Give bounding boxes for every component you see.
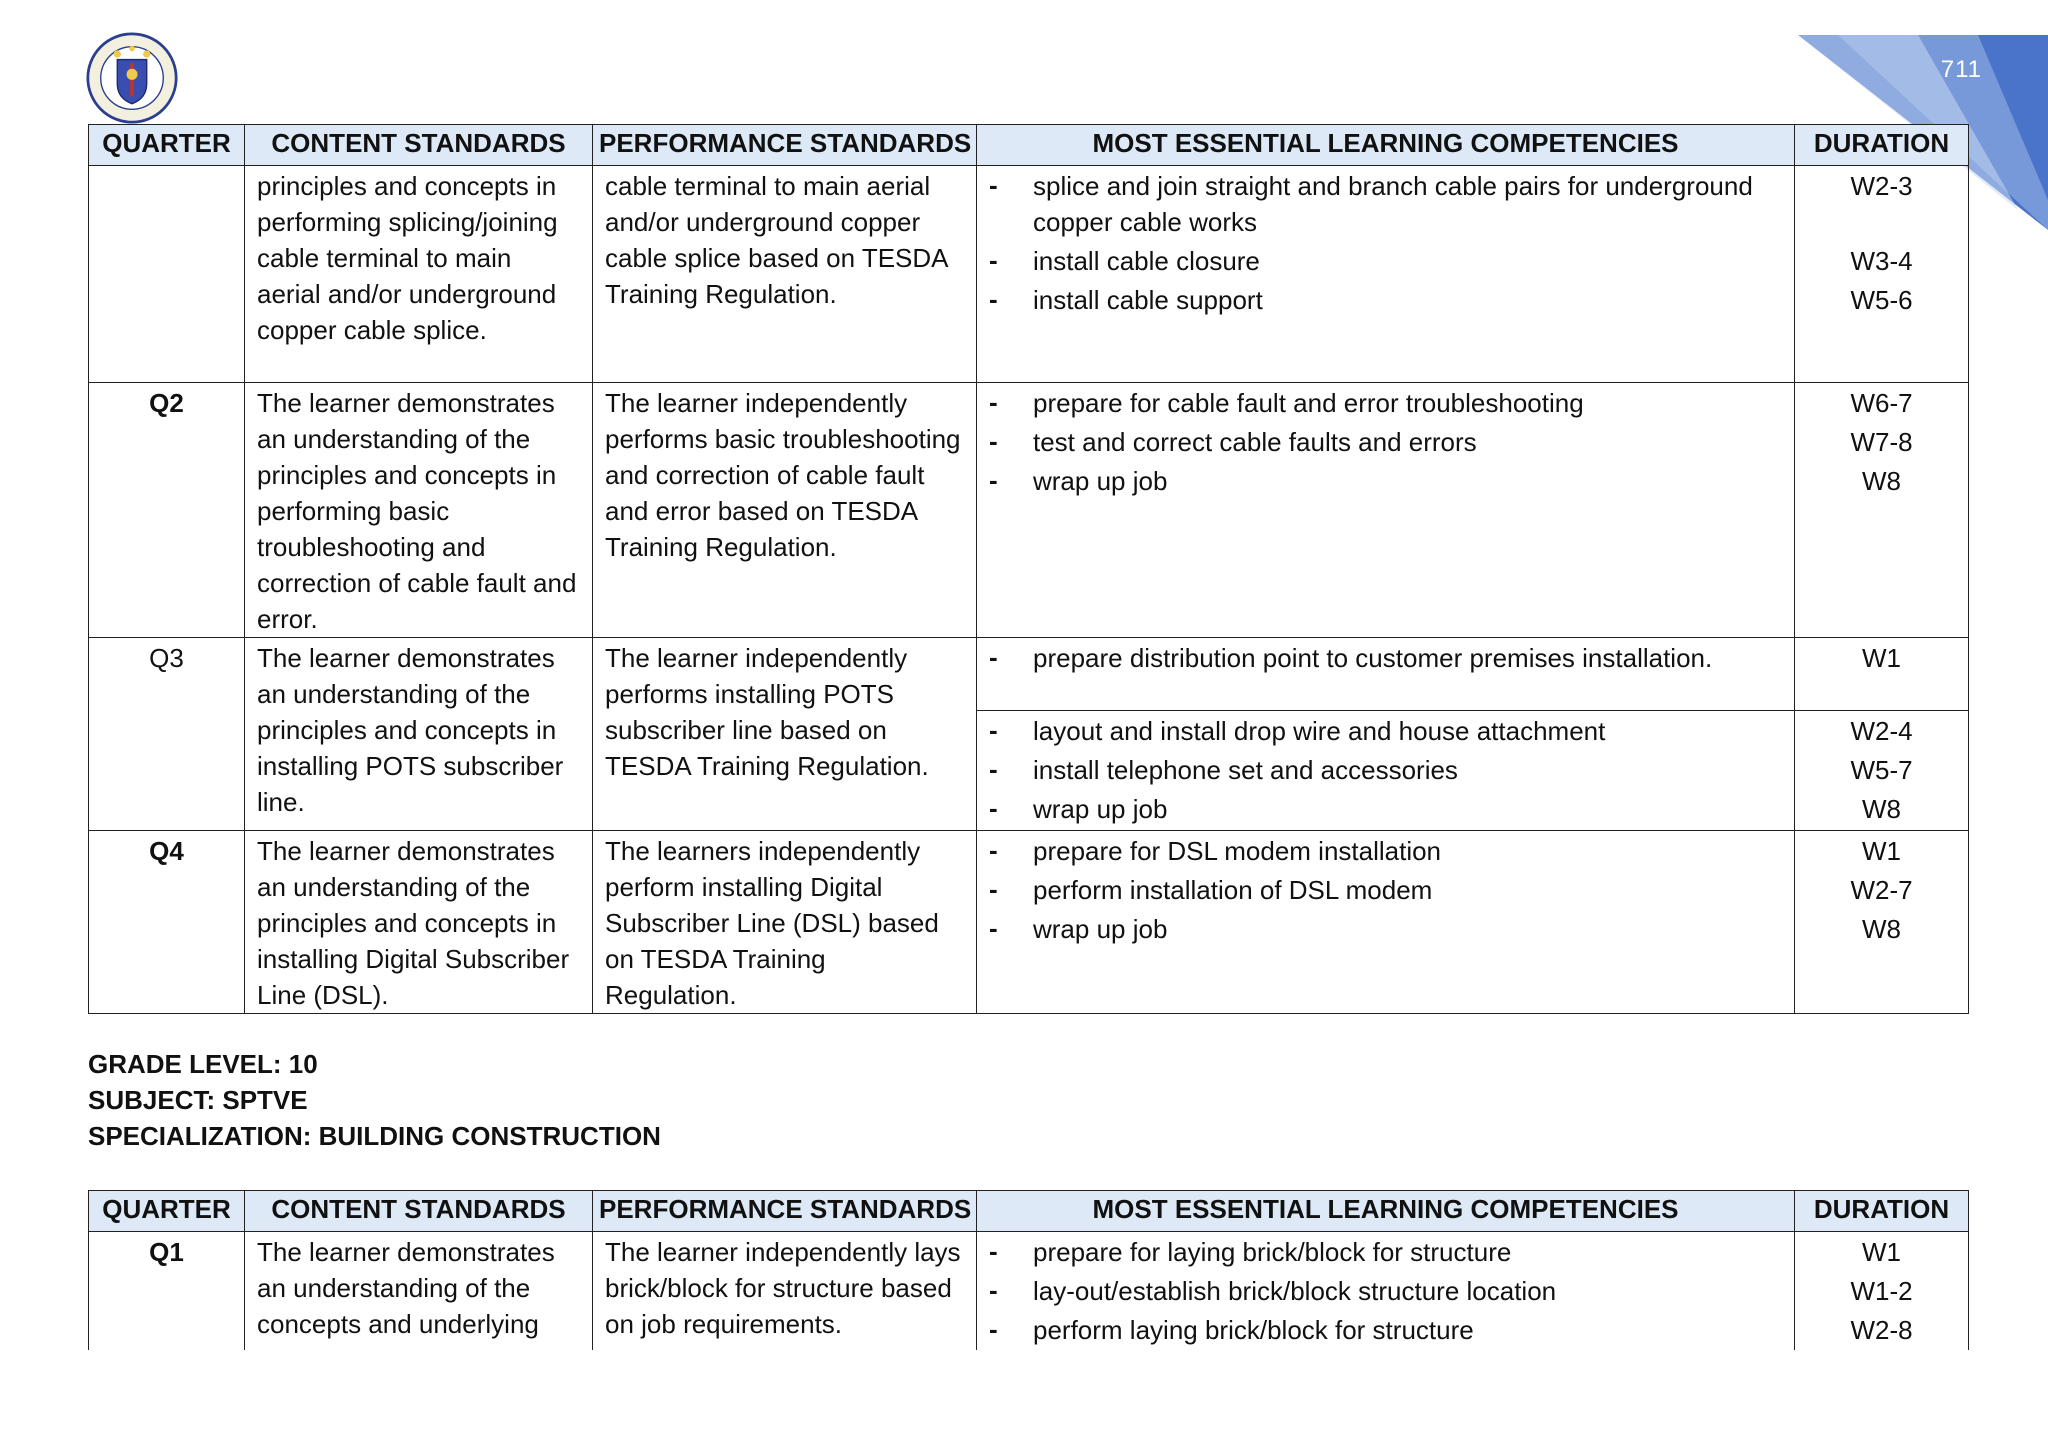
header-quarter: QUARTER [89,1191,245,1232]
duration-value: W7-8 [1850,427,1913,457]
header-content-standards: CONTENT STANDARDS [245,1191,593,1232]
table-header-row [89,125,1969,166]
competency-list-cell [977,166,1795,383]
page-bottom-margin [0,1350,2048,1448]
content-standard: The learner demonstrates an understanding of the principles and concepts in performing basic troubleshooting and correction of cable fault and error. [245,383,593,638]
duration-value: W3-4 [1850,246,1913,276]
header-quarter: QUARTER [89,125,245,166]
competency-item: - prepare distribution point to customer premises installation. [989,640,1782,676]
duration-value: W8 [1862,914,1901,944]
table-row [89,383,1969,638]
competency-item: - wrap up job [989,911,1782,947]
duration-value: W2-7 [1850,875,1913,905]
duration-value: W6-7 [1850,388,1913,418]
performance-standard: The learner independently lays brick/block for structure based on job requirements. [593,1232,977,1432]
duration-value: W1-2 [1850,1276,1913,1306]
header-competencies: MOST ESSENTIAL LEARNING COMPETENCIES [977,125,1795,166]
quarter-cell: Q4 [89,831,245,1014]
quarter-cell: Q1 [89,1232,245,1432]
header-content-standards: CONTENT STANDARDS [245,125,593,166]
header-competencies: MOST ESSENTIAL LEARNING COMPETENCIES [977,1191,1795,1232]
content-standard: principles and concepts in performing splicing/joining cable terminal to main aerial and/or underground copper cable splice. [245,166,593,383]
table-row [89,638,1969,711]
competency-item: - wrap up job [989,463,1782,499]
subject-meta [88,1046,661,1154]
content-standard: The learner demonstrates an understanding of the concepts and underlying [245,1232,593,1432]
header-performance-standards: PERFORMANCE STANDARDS [593,125,977,166]
duration-value: W2-8 [1850,1315,1913,1345]
performance-standard: cable terminal to main aerial and/or underground copper cable splice based on TESDA Training Regulation. [593,166,977,383]
table-header-row [89,1191,1969,1232]
competency-item: - prepare for DSL modem installation [989,833,1782,869]
competency-item: - install telephone set and accessories [989,752,1782,788]
quarter-cell: Q3 [89,638,245,831]
specialization: SPECIALIZATION: BUILDING CONSTRUCTION [88,1121,661,1151]
page-number: 711 [1940,56,1982,83]
header-performance-standards: PERFORMANCE STANDARDS [593,1191,977,1232]
duration-cell [1795,383,1969,638]
deped-seal-icon [86,32,178,124]
content-standard: The learner demonstrates an understanding of the principles and concepts in installing POTS subscriber line. [245,638,593,831]
duration-value: W5-7 [1850,755,1913,785]
competency-item: - perform laying brick/block for structure [989,1312,1782,1348]
table-row [89,831,1969,1014]
quarter-cell: Q2 [89,383,245,638]
duration-cell [1795,711,1969,831]
duration-value: W5-6 [1850,285,1913,315]
performance-standard: The learner independently performs basic troubleshooting and correction of cable fault and error based on TESDA Training Regulation. [593,383,977,638]
competency-item: - lay-out/establish brick/block structure location [989,1273,1782,1309]
duration-value: W2-4 [1850,716,1913,746]
duration-value: W1 [1862,1237,1901,1267]
duration-cell [1795,638,1969,711]
duration-value: W8 [1862,466,1901,496]
quarter-cell [89,166,245,383]
header-duration: DURATION [1795,125,1969,166]
grade-level: GRADE LEVEL: 10 [88,1049,318,1079]
competency-item: - test and correct cable faults and errors [989,424,1782,460]
subject: SUBJECT: SPTVE [88,1085,308,1115]
competency-list-cell [977,383,1795,638]
content-standard: The learner demonstrates an understanding of the principles and concepts in installing Digital Subscriber Line (DSL). [245,831,593,1014]
header-duration: DURATION [1795,1191,1969,1232]
competency-list-cell [977,638,1795,711]
duration-value: W1 [1862,836,1901,866]
competency-item: - splice and join straight and branch cable pairs for underground copper cable works [989,168,1782,240]
competency-item: - install cable support [989,282,1782,318]
duration-cell [1795,831,1969,1014]
competency-item: - wrap up job [989,791,1782,827]
competency-item: - install cable closure [989,243,1782,279]
competency-table-1 [88,124,1969,1014]
competency-item: - prepare for cable fault and error troubleshooting [989,385,1782,421]
duration-cell [1795,166,1969,383]
competency-list-cell [977,831,1795,1014]
performance-standard: The learner independently performs installing POTS subscriber line based on TESDA Training Regulation. [593,638,977,831]
duration-value: W2-3 [1850,171,1913,201]
competency-list-cell [977,711,1795,831]
duration-value: W8 [1862,794,1901,824]
duration-value: W1 [1862,643,1901,673]
performance-standard: The learners independently perform installing Digital Subscriber Line (DSL) based on TESDA Training Regulation. [593,831,977,1014]
table-row [89,166,1969,383]
competency-item: - perform installation of DSL modem [989,872,1782,908]
competency-item: - layout and install drop wire and house attachment [989,713,1782,749]
competency-item: - prepare for laying brick/block for structure [989,1234,1782,1270]
